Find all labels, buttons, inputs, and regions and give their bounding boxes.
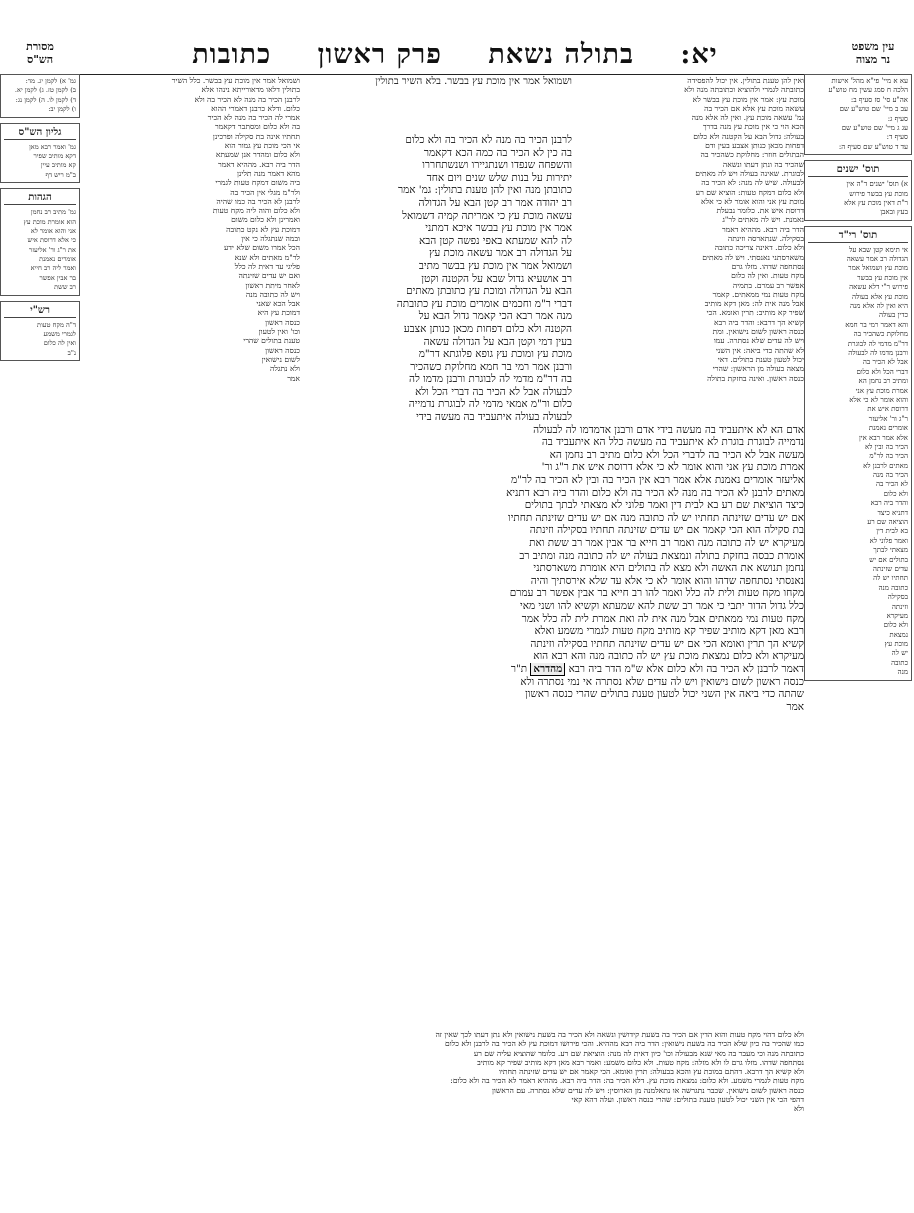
tosafot-line: מהא דאמר מנה תלינן xyxy=(236,168,300,178)
gemara-line: כתובתן מנה ואין להן טענת בתולין: גמ' אמר xyxy=(397,184,572,197)
tosafot-rid-line: מחלוקת כשהכיר בה xyxy=(853,330,908,339)
bottom-commentary xyxy=(82,1030,804,1114)
tosafot-rid-line: מאתים לרבנן לא xyxy=(863,461,908,470)
tosafot-rid-line: פירוש ר"י דלא עשאה xyxy=(849,283,908,292)
tosafot-rid-line: ורבנן מדמו לה לבעולה xyxy=(848,348,908,357)
tosafot-line: ושמואל אמר אין מוכת עץ בבשר. כלל השיר xyxy=(171,76,300,85)
tosafot-rid-line: אי תימא קטן שבא על xyxy=(849,245,908,254)
hagahot-line: גמ' מתיב רב נחמן xyxy=(30,208,76,217)
rashi-note-line: ד"ה מקח טעות xyxy=(37,320,76,329)
rashi-line: מוכת עץ אני והוא אומר לא כי אלא xyxy=(701,196,804,206)
rashi-line: דפחות מכאן כנותן אצבע בעין ודם xyxy=(705,141,804,151)
gemara-line: דאמר לרבנן לא הכיר בה ולא כלום אלא ש"מ הדר ביה רבא מהדרא ת"ר xyxy=(510,662,804,675)
gemara-opening xyxy=(304,76,572,130)
rashi-line: מקח טעות. ואין לה כלום xyxy=(731,271,804,281)
gemara-line: אדם הא לא איתעביד בה מעשה בידי אדם ורבנן אדמדמו לה לבעולה xyxy=(533,423,804,436)
gemara-line: בת סקילה הוא הכי קאמר אם יש עדים שזינתה תחתיו בסקילה וזינתה xyxy=(529,524,804,537)
tosafot-line: ובמה שנתגלה כי אין xyxy=(241,234,300,244)
tosafot-rid-line: אמרת מוכת עץ אני xyxy=(855,386,908,395)
tosafot-line: אמר xyxy=(287,373,300,383)
gemara-line: אליעזר אומרים נאמנת אלא אמר רבא אין הכיר בה ובין לא הכיר בה לר"מ xyxy=(510,474,804,487)
tosafot-rid-line: מוכת עץ אלא בעולה xyxy=(851,292,908,301)
ein-mishpat-line: סעיף ד: xyxy=(886,133,908,142)
gemara-line: לרבנן הכיר בה מנה לא הכיר בה ולא כלום xyxy=(405,134,572,146)
rashi-note-lines xyxy=(4,321,76,359)
gemara-line: רב יהודה אמר רב קטן הבא על הגדולה xyxy=(418,196,572,209)
mesoret-label: מסורת הש"ס xyxy=(26,40,54,66)
bottom-line: ולא כלום דהוי מקח טעות והוא הדין אם הכיר בה בשעת קידושין ונשאה ולא הכיר בה בשעת נישואין ולא נתן דעתו לכך שאין זה xyxy=(435,1030,804,1039)
rashi-line: עשאה מוכת עץ אלא אם הכיר בה xyxy=(704,103,804,113)
tosafot-line: ולר"מ מגלי אין הכיר בה xyxy=(230,187,300,197)
hagahot-line: אני והוא אומר לא xyxy=(30,226,76,235)
tosafot-rid-line: ומתיב רב נחמן הא xyxy=(858,377,908,386)
bottom-line: נסתחפה שדהו. מזלו גרם לו ולא מזלה: מקח טעות. ולא כלום משמע: ואמר רבא מאן דקא מותיב שפיר קא מותיב xyxy=(477,1057,804,1067)
gemara-line: רבא מאן דקא מותיב שפיר קא מותיב מקח טעות לגמרי משמע ואלא xyxy=(534,625,804,638)
chapter-name: בתולה נשאת xyxy=(488,39,634,70)
ein-mishpat-line: עג ג מיי' שם טוש"ע שם xyxy=(841,123,908,132)
rashi-line: גמ' עשאה מוכת עץ. ואין לה אלא מנה xyxy=(691,113,804,123)
opening-rest: אמר אין מוכת עץ בבשר. בלא השיר בתולין xyxy=(375,76,540,87)
ein-mishpat-lines xyxy=(808,77,908,152)
rashi-line: מקח טעות נמי ממאתים. קאמר xyxy=(712,289,804,299)
tosafot-line: לרבנן לא הכיר בה כמו שהיה xyxy=(216,196,300,206)
tosafot-yeshanim-box xyxy=(804,160,912,221)
rashi-line: בעולה: גדול הבא על הקטנה ולא כלום xyxy=(693,131,804,141)
gilyon-line: ב"מ ריש דף xyxy=(45,170,76,179)
rashi-line: הדר ביה רבא. מההיא דאמר xyxy=(721,224,804,234)
ein-mishpat-box xyxy=(804,74,912,155)
tosafot-rid-line: נמצאת xyxy=(889,630,908,639)
ein-mishpat-line: סעיף ג: xyxy=(887,114,908,123)
tosafot-line: ולא כלום ומהדר אנן שמעתא xyxy=(215,150,300,160)
gilyon-line: גמ' ואמר רבא מאן xyxy=(29,142,76,151)
rashi-line: ולא כלום דמקח טעות: הוציא שם רע xyxy=(695,187,804,197)
gemara-line: כנסה ראשון לשום נישואין ויש לה עדים שלא נסתרה אי נמי נסתרה ולא xyxy=(520,675,804,688)
tosafot-line: בה ולא כלום ומסתבר דקאמר xyxy=(215,122,300,132)
rashi-line: ויש לה עדים שלא נסתרה. עמו xyxy=(713,336,804,346)
tosafot-rid-line: ואמר פלוני לא xyxy=(869,536,908,545)
tosafot-rid-line: אלא אמר רבא אין xyxy=(859,433,908,442)
bottom-line: כנסה ראשון לשום נישואין. שכבר נתגרשה או נתאלמנה מן הארוסין: ויש לה עדים שלא נסתרה. עם הראשון xyxy=(491,1085,804,1095)
rashi-note-title: רש"י xyxy=(4,304,76,318)
rashi-line: לא שהתה כדי ביאה: אין השני xyxy=(715,345,804,355)
hagahot-line: אומרים נאמנת xyxy=(39,255,76,264)
gemara-line: ושמואל אמר אין מוכת עץ בבשר מתיב xyxy=(418,259,572,272)
gemara-line: והשפחה שנפדו ושנתגיירו ושנשתחררו xyxy=(422,159,572,172)
tosafot-rid-line: כתובה xyxy=(891,658,908,667)
margin-right xyxy=(804,74,912,1114)
rashi-line: דרוסת איש את. כלומר נבעלת xyxy=(716,206,804,216)
rashi-line: מוכת עץ: אמר אין מוכת עץ בבשר לא xyxy=(692,94,804,104)
rashi-line: נסתחפה שדהו. מזלו גרם xyxy=(731,261,804,271)
tosafot-line: דמוכת עץ היא xyxy=(257,308,300,318)
tosafot-line: הכל אמרו משום שלא ידע xyxy=(223,243,300,253)
bottom-line: ולא xyxy=(793,1104,804,1114)
hagahot-line: בר אבין אפשר xyxy=(39,273,76,282)
tosafot-rid-line: בא לבית דין xyxy=(876,527,908,536)
tosafot-line: פליגי עד דאית לה כלל xyxy=(234,261,300,271)
tosafot-line: וכו' ואין לטעון xyxy=(258,327,300,337)
gemara-line: קשיא הך תרין ואומא הכי אם יש עדים שזינתה תחתיו בסקילה וזינתה xyxy=(530,637,804,650)
tractate-name: כתובות xyxy=(192,39,272,70)
hagahot-box xyxy=(0,188,80,296)
gemara-line: אם יש עדים שזינתה תחתיו יש לה כתובה מנה אם יש עדים שזינתה תחתיו xyxy=(508,511,804,524)
gilyon-line: קא מותיב עיין xyxy=(40,161,76,170)
ein-mishpat-line: עד ד טוש"ע שם סעיף ה: xyxy=(838,142,908,151)
page-header xyxy=(78,38,832,72)
tosafot-rid-line: דר"מ מדמי לה לבוגרת xyxy=(847,339,908,348)
rashi-line: משארסתני נאנסתי. ויש לה מאתים xyxy=(702,252,804,262)
tosafot-rid-line: דברי הכל ולא כלום xyxy=(856,367,908,376)
tosafot-rid-line: מוכת עץ ושמואל אמר xyxy=(848,264,908,273)
ein-mishpat-label: עין משפט נר מצוה xyxy=(851,40,895,66)
tosafot-line: ביה משום דמקח טעות לגמרי xyxy=(215,178,300,188)
gemara-line: כלל גדול הדור יתבי כי אמר רב ששת להא שמעתא וקשיא להו ושני מאי xyxy=(520,599,804,612)
rashi-line: בסקילה. שנתארסה וזינתה xyxy=(727,234,804,244)
tosafot-rid-line: אבל לא הכיר בה xyxy=(862,358,908,367)
rashi-line: נאמנת. ויש לה מאתים לר"ג xyxy=(722,215,804,225)
tosafot-line: לר"מ מאתים ולא שנא xyxy=(234,252,300,262)
tosafot-yeshanim-line: א) תוס' ישנים ד"ה אין xyxy=(846,180,908,189)
mesoret-box xyxy=(0,74,80,118)
tosafot-rid-line: ולא כלום xyxy=(883,489,908,498)
bottom-lines xyxy=(82,1030,804,1114)
gemara-line: מעשה אבל לא הכיר בה לדברי הכל ולא כלום מתיב רב נחמן הא xyxy=(549,448,804,461)
tosafot-line: דמוכת עץ לא נקט כתובה xyxy=(226,224,300,234)
rashi-line: כתובתה לגמרי ולהוציא וכתובתה מנה ולא xyxy=(684,85,804,95)
tosafot-rid-line: תחתיו יש לה xyxy=(873,574,908,583)
gemara-line: בה כין לא הכיר בה כמה הכא דקאמר xyxy=(423,146,572,159)
tosafot-yeshanim-lines xyxy=(808,180,908,218)
rashi-column xyxy=(576,76,804,384)
gemara-line: לה להא שמעתא באפי נפשה קטן הבא xyxy=(419,234,572,247)
gemara-line: בה דר"מ מדמי לה לבוגרת ורבנן מדמו לה xyxy=(408,373,572,386)
gemara-line: אמר אין מוכת עץ בבשר איכא דמתני xyxy=(425,222,572,235)
gemara-line: כיצד הוציאת שם רע בא לבית דין ואמר פלוני לא מצאתי לבתך בתולים xyxy=(524,499,804,512)
tosafot-line: טענת בתולים שהרי xyxy=(243,336,300,346)
gemara-line: נדמייה לבוגרת בוגרת לא איתעביד בה מעשה כלל הא איתעביד בה xyxy=(541,436,804,449)
mesoret-line: ו) לקמן יב: xyxy=(48,105,76,114)
rashi-line: הבתולים חוזר: מחלוקת כשהכיר בה xyxy=(700,150,804,160)
tosafot-rid-lines xyxy=(808,246,908,678)
gemara-line: אומרת כבסה בחזקת בתולה ונמצאת בעולה יש לה כתובה מנה ומתיב רב xyxy=(519,549,804,562)
mesoret-lines xyxy=(4,77,76,115)
tosafot-line: ואמרינן ולא כלום משום xyxy=(231,215,300,225)
tosafot-rid-line: והדר ביה רבא xyxy=(870,499,908,508)
rashi-line: שפיר קא מותיב: תרין ואומא. הכי xyxy=(706,308,804,318)
ein-mishpat-line: עב ב מיי' שם טוש"ע שם xyxy=(839,105,908,114)
rashi-line: כנסה ראשון. ואינה בחזקת בתולה xyxy=(707,373,804,383)
tosafot-rid-line: דרוסת איש את xyxy=(867,405,908,414)
gemara-line: כלום ור"מ אמאי מדמי לה לבוגרת נדמייה xyxy=(408,398,572,411)
tosafot-line: ולא כלום והוה ליה מקח טעות xyxy=(212,206,300,216)
gemara-line: יתירות על בנות שלש שנים ויום אחד xyxy=(426,171,572,184)
highlighted-word: מהדרא xyxy=(530,663,565,676)
tosafot-line: לרבנן הכיר בה מנה לא הכיר בה ולא xyxy=(194,94,300,104)
rashi-line: שהכיר בה ונתן דעתו ונשאה xyxy=(722,159,804,169)
gemara-line: עשאה מוכת עץ כי אמריתה קמיה דשמואל xyxy=(402,209,572,222)
tosafot-line: לשום נישואין xyxy=(261,354,300,364)
tosafot-line: בתולין דלאו מדאורייתא נינהו אלא xyxy=(201,85,300,95)
tosafot-line: כנסה ראשון xyxy=(265,317,300,327)
gemara-line: מעיקרא יש לה כתובה מנה ואמר רב חייא בר אבין אמר רב ששת ואת xyxy=(529,537,804,549)
tosafot-rid-line: בתולים אם יש xyxy=(869,555,908,564)
rashi-line: ולא כלום. דאינה צריכה כתובה xyxy=(714,243,804,253)
tosafot-yeshanim-line: מוכת עץ בבשר פירוש xyxy=(849,189,908,198)
hagahot-line: את ר"ג ור' אליעזר xyxy=(28,245,76,254)
tosafot-line: אבל הכא שאני xyxy=(256,299,300,309)
gemara-line: אמרת מוכת עץ אני והוא אומר לא כי אלא דרוסת איש את ר"ג ור' xyxy=(541,461,804,474)
gemara-line: בעין דמי וקטן הבא על הגדולה עשאה xyxy=(423,335,572,348)
tosafot-rid-line: הכיר בה לר"מ xyxy=(869,452,908,461)
rashi-note-line: נ"ב xyxy=(67,348,76,357)
gemara-line: נאנסתי נסתחפה שדהו והוא אומר לא כי אלא עד שלא אירסתיך והיה xyxy=(530,574,804,587)
mesoret-line: ב) לקמן טז. ג) לקמן יא. xyxy=(14,86,76,95)
hagahot-line: ואמר ליה רב חייא xyxy=(30,264,76,273)
tosafot-rid-line: והא דאמר רמי בר חמא xyxy=(845,320,908,329)
tosafot-lines xyxy=(82,76,300,383)
tosafot-rid-title: תוס' רי"ד xyxy=(808,229,908,243)
tosafot-line: אמרי לה הכיר בה מנה לא הכיר xyxy=(207,113,300,123)
main-text-block xyxy=(82,76,804,1076)
rashi-line: מצאה בעולה מן הראשון: שהרי xyxy=(712,364,804,374)
tosafot-line: תחתיו אינה בת סקילה ופרכינן xyxy=(212,131,300,141)
bottom-line: כמו שהכיר בה כיון שלא הכיר בה בשעת נישואין: הדר ביה רבא מההיא. והכי פירושו דמוכת עץ לא הכיר בה לרבנן ולא כלום xyxy=(444,1039,804,1049)
tosafot-yeshanim-line: ר"ת דאין מוכת עץ אלא xyxy=(844,198,908,207)
tosafot-rid-line: מצאתי לבתך xyxy=(873,546,908,555)
rashi-lines xyxy=(576,76,804,383)
tosafot-line: הדר ביה רבא. מההיא דאמר xyxy=(217,159,300,169)
gemara-line: מוכת עץ ומוכת עץ גופא פלוגתא דר"מ xyxy=(418,348,572,361)
gilyon-lines xyxy=(4,143,76,181)
gemara-line: על הגדולה רב אמר עשאה מוכת עץ xyxy=(428,247,572,260)
hagahot-line: הוא אומרת מוכת עץ xyxy=(23,217,76,226)
ein-mishpat-line: אה"ע סי' סז סעיף ב: xyxy=(850,95,908,104)
bottom-line: מקח טעות לגמרי משמע. ולא כלום: נמצאת מוכת עץ. דלא הכיר בה: הדר ביה רבא. מההיא דאמר לא הכיר בה ולא כלום: xyxy=(450,1076,804,1086)
tosafot-line: כלום. ודלא כרבנן דאמרי ההוא xyxy=(211,103,300,113)
margin-left xyxy=(0,74,80,1114)
tosafot-column xyxy=(82,76,300,384)
rashi-line: יכול לטעון טענת בתולים. דאי xyxy=(717,354,804,364)
rashi-line: הכא הוי כי אין מוכת עץ מנה בדרך xyxy=(702,122,804,132)
tosafot-line: ויש לה כתובה מנה xyxy=(245,289,300,299)
gemara-line: לבעולה אבל לא הכיר בה דברי הכל ולא xyxy=(415,385,572,398)
opening-word: ושמואל xyxy=(543,76,572,87)
gemara-line: רב אושעיא גדול שבא על הקטנה וקטן xyxy=(421,272,572,285)
rashi-line: לבוגרת. שאינה בעולה ויש לה מאתים xyxy=(695,168,804,178)
gemara-line: מנה אמר רבא הכי קאמר גדול הבא על xyxy=(418,310,572,323)
rashi-line: אבל מנה אית לה: מאן דקא מותיב xyxy=(704,299,804,309)
tosafot-line: כנסה ראשון xyxy=(265,345,300,355)
gemara-line: הקטנה ולא כלום דפחות מכאן כנותן אצבע xyxy=(403,322,572,335)
tosafot-yeshanim-line: בעץ ובאבן xyxy=(880,208,908,217)
tosafot-rid-line: הכיר בה ובין לא xyxy=(864,442,908,451)
tosafot-rid-line: ולא כלום xyxy=(883,621,908,630)
bottom-line: ולא קשיא הך דרבא. דהתם במוכת עץ והכא בבעולה: תרין ואומא. הכי קאמר אם יש עדים שזינתה תחתיו xyxy=(498,1067,804,1077)
hagahot-lines xyxy=(4,208,76,293)
rashi-line: כנסה ראשון לשום נישואין. ומת xyxy=(712,327,804,337)
gemara-line: אמר xyxy=(786,700,804,713)
tosafot-rid-line: הגדולה רב אמר עשאה xyxy=(846,255,908,264)
ein-mishpat-line: עא א מיי' פי"א מהל' אישות xyxy=(831,77,908,85)
header-divider xyxy=(80,74,834,75)
tosafot-rid-line: מוכת עץ xyxy=(884,640,908,649)
gemara-line: לבעולה בעולה איתעביד בה מעשה בידי xyxy=(416,411,572,424)
tosafot-rid-line: דתניא כיצד xyxy=(877,508,908,517)
gemara-line: ורבנן אמר רמי בר חמא מחלוקת כשהכיר xyxy=(410,360,572,373)
tosafot-rid-box xyxy=(804,226,912,681)
perek-label: פרק ראשון xyxy=(317,39,442,70)
header-title xyxy=(78,38,832,72)
tosafot-rid-line: היא ואין לה אלא מנה xyxy=(849,302,908,311)
gemara-line: שהתה כדי ביאה אין השני יכול לטעון טענת בתולים שהרי כנסה ראשון xyxy=(525,688,804,701)
tosafot-rid-line: מעיקרא xyxy=(886,611,908,620)
bottom-line: כתובתה מנה וכי מעבר בה מאי שנא מבעולה וכו' כיון דאית לה מנה: הוציאת שם רע. כלומר שהוציא עליה שם רע xyxy=(473,1048,804,1058)
tosafot-rid-line: אין מוכת עץ בבשר xyxy=(857,273,908,282)
rashi-note-box xyxy=(0,301,80,362)
mesoret-line: ד) לקמן לו. ה) לקמן נג: xyxy=(15,95,76,104)
hagahot-line: כי אלא דרוסת איש xyxy=(27,236,76,245)
tosafot-yeshanim-title: תוס' ישנים xyxy=(808,163,908,177)
tosafot-line: לאחר מיתת ראשון xyxy=(245,280,300,290)
ein-mishpat-line: הלכה ח סמג עשין מח טוש"ע xyxy=(828,86,908,95)
gemara-line: מקחו מקח טעות ולית לה כלל ואמר להו רב חייא בר אבין אפשר רב עמרם xyxy=(509,587,804,600)
tosafot-rid-line: בסקילה xyxy=(887,593,908,602)
gilyon-line: דקא מותיב שפיר xyxy=(33,151,76,160)
gilyon-title: גליון הש"ס xyxy=(4,126,76,140)
rashi-note-line: לגמרי משמע xyxy=(43,330,76,339)
gilyon-box xyxy=(0,123,80,184)
rashi-line: קשיא הך דרבא: והדר ביה רבא xyxy=(714,317,804,327)
gemara-line: מקח טעות נמי ממאתים אבל מנה אית לה ואת אמרת לית לה כלל אמר xyxy=(521,612,804,625)
rashi-note-line: ואין לה כלום xyxy=(43,339,76,348)
tosafot-line: ולא נתגלה xyxy=(270,364,300,374)
bottom-line: דהפי הכי אין השני יכול לטעון טענת בתולים: שהרי כנסה ראשון. ועלה דהא קאי xyxy=(571,1095,804,1105)
rashi-line: לבעולה. שיש לה מנה: לא הכיר בה xyxy=(701,178,804,188)
tosafot-rid-line: הוציאה שם רע xyxy=(867,518,908,527)
tosafot-line: ואם יש עדים שזינתה xyxy=(238,271,300,281)
hagahot-line: רב ששת xyxy=(54,283,76,292)
tosafot-rid-line: לא הכיר בה xyxy=(875,480,908,489)
tosafot-rid-line: עדים שזינתה xyxy=(872,564,908,573)
tosafot-rid-line: והוא אומר לא כי אלא xyxy=(849,395,908,404)
gemara-line: נחמן תנושא את האשה ולא מצא לה בתולים היא אומרת משארסתני xyxy=(533,562,804,575)
tosafot-rid-line: מנה xyxy=(897,668,908,677)
gemara-line: הבא על הגדולה ומוכת עץ כתובתן מאתים xyxy=(406,285,572,298)
tosafot-rid-line: הכיר בה מנה xyxy=(872,471,908,480)
hagahot-title: הגהות xyxy=(4,191,76,205)
tosafot-rid-line: וזינתה xyxy=(891,602,908,611)
mesoret-line: גמ' א) לקמן יג. מד: xyxy=(25,77,76,85)
tosafot-rid-line: אומרים נאמנת xyxy=(868,424,908,433)
gemara-line: דברי ר"מ וחכמים אומרים מוכת עץ כתובתה xyxy=(396,297,572,310)
rashi-line: אפשר רב עמרם. בתמיה xyxy=(732,280,804,290)
rashi-line: ואין להן טענת בתולין. אין יכול להפסידה xyxy=(687,76,804,85)
tosafot-rid-line: יש לה xyxy=(891,649,908,658)
tosafot-rid-line: ר"ג ור' אליעזר xyxy=(868,414,908,423)
gemara-line: מעיקרא ולא כלום נמצאת מוכת עץ יש לה כתובה מנה והא רבא הוא xyxy=(533,650,804,663)
daf-number: יא: xyxy=(680,39,718,70)
tosafot-rid-line: כדין בעולה xyxy=(878,311,908,320)
gemara-line: מאתים לרבנן לא הכיר בה מנה לא הכיר בה ולא כלום והדר ביה רבא דתניא xyxy=(506,486,804,499)
tosafot-line: אי הכי מוכת עץ גמור הוא xyxy=(224,141,300,151)
tosafot-rid-line: כתובה מנה xyxy=(878,583,908,592)
